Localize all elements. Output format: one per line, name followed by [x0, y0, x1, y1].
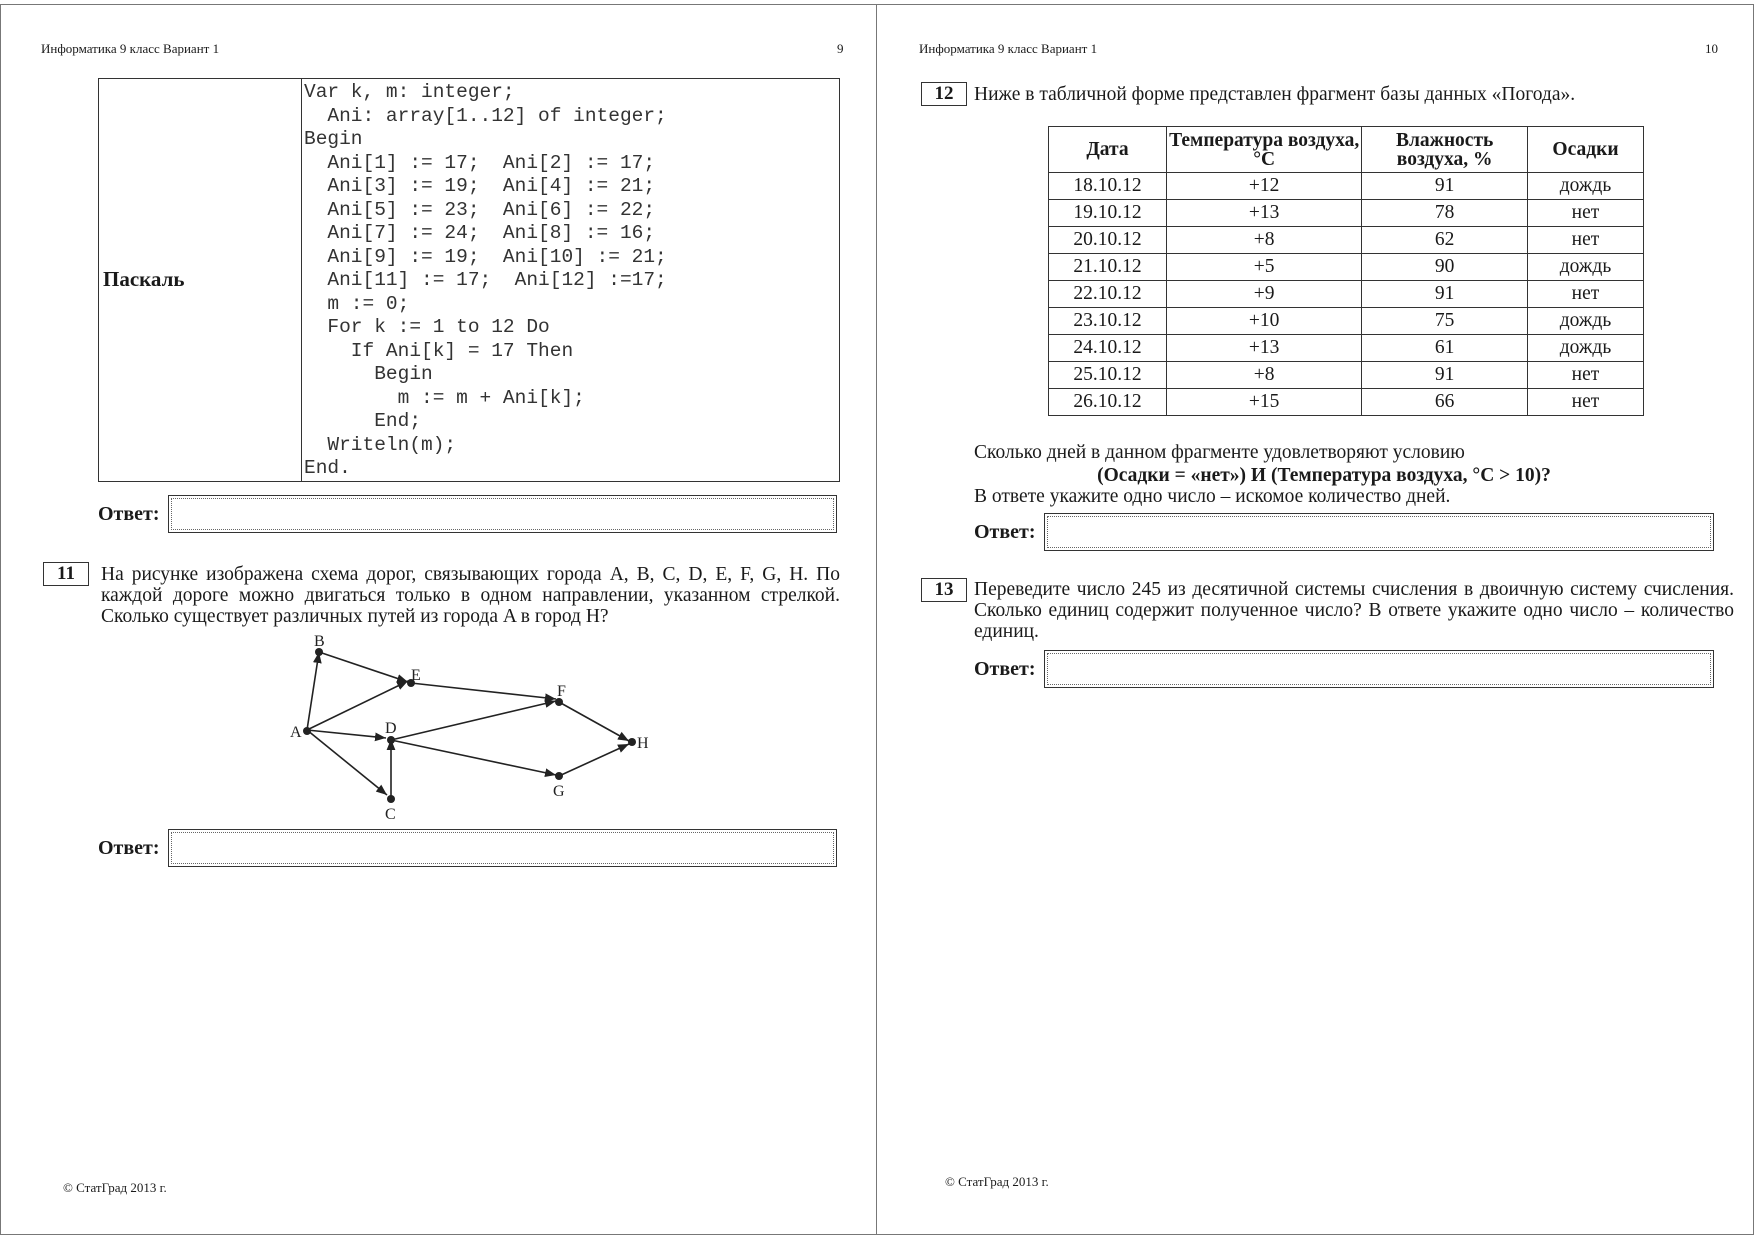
right-page-header: Информатика 9 класс Вариант 1 [919, 41, 1098, 56]
table-row: 25.10.12 +8 91 нет [1049, 362, 1644, 389]
question-number-11: 11 [43, 562, 89, 586]
node-g [555, 772, 563, 780]
question-12-line1: Сколько дней в данном фрагменте удовлетворяют условию [974, 442, 1465, 463]
road-graph [1, 5, 879, 1236]
answer-label: Ответ: [974, 520, 1036, 543]
weather-table [1048, 126, 1644, 416]
edge-d-f [391, 701, 556, 740]
label-g: G [553, 783, 565, 800]
right-page-number: 10 [1705, 41, 1718, 56]
question-12-condition: (Осадки = «нет») И (Температура воздуха, °С > 10)? [1097, 465, 1551, 486]
answer-label: Ответ: [98, 836, 160, 859]
answer-input-q12[interactable] [1044, 513, 1714, 551]
question-11-text: На рисунке изображена схема дорог, связывающих города A, B, C, D, E, F, G, H. По каждой дороге можно двигаться только в одном направлении, указанном стрелкой. Сколько существует различных путей из города A в город H? [101, 564, 840, 627]
table-row: 26.10.12 +15 66 нет [1049, 389, 1644, 416]
table-row: 21.10.12 +5 90 дождь [1049, 254, 1644, 281]
right-page [876, 4, 1754, 1235]
table-row: 20.10.12 +8 62 нет [1049, 227, 1644, 254]
right-page-footer: © СтатГрад 2013 г. [945, 1174, 1049, 1189]
edge-a-c [307, 730, 387, 795]
table-row: 24.10.12 +13 61 дождь [1049, 335, 1644, 362]
edge-b-e [319, 652, 408, 682]
label-d: D [385, 720, 397, 737]
col-header-date: Дата [1049, 127, 1167, 173]
left-page-footer: © СтатГрад 2013 г. [63, 1180, 167, 1195]
question-number-13: 13 [921, 578, 967, 602]
label-c: C [385, 806, 396, 823]
left-page-number: 9 [837, 41, 844, 56]
weather-header-row [1049, 127, 1644, 173]
label-a: A [290, 724, 302, 741]
node-a [303, 727, 311, 735]
pascal-code: Var k, m: integer; Ani: array[1..12] of integer; Begin Ani[1] := 17; Ani[2] := 17; Ani[3] := 19; Ani[4] := 21; Ani[5] := 23; Ani[6] := 22; Ani[7] := 24; Ani[8] := 16; Ani[9] := 19; Ani[10] := 21; Ani[11] := 17; Ani[12] :=17; m := 0; For k := 1 to 12 Do If Ani[k] = 17 Then Begin m := m + Ani[k]; End; Writeln(m); End. [304, 81, 667, 479]
answer-input-q11[interactable] [168, 829, 837, 867]
question-12-intro: Ниже в табличной форме представлен фрагмент базы данных «Погода». [974, 84, 1576, 105]
answer-label: Ответ: [974, 657, 1036, 680]
edge-f-h [559, 702, 629, 741]
edge-d-g [391, 740, 556, 775]
col-header-temperature: Температура воздуха, °С [1167, 127, 1362, 173]
question-13-text: Переведите число 245 из десятичной системы счисления в двоичную систему счисления. Сколько единиц содержит полученное число? В ответе укажите одно число – количество единиц. [974, 579, 1734, 642]
table-row: 19.10.12 +13 78 нет [1049, 200, 1644, 227]
answer-row-q11 [98, 829, 837, 867]
table-row: 23.10.12 +10 75 дождь [1049, 308, 1644, 335]
label-f: F [557, 683, 566, 700]
node-d [387, 736, 395, 744]
question-number-12: 12 [921, 82, 967, 106]
label-h: H [637, 735, 649, 752]
left-page [0, 4, 878, 1235]
edge-e-f [411, 683, 556, 699]
label-b: B [314, 633, 325, 650]
language-label: Паскаль [99, 79, 302, 482]
answer-label: Ответ: [98, 502, 160, 525]
table-row: 18.10.12 +12 91 дождь [1049, 173, 1644, 200]
question-12-line3: В ответе укажите одно число – искомое количество дней. [974, 486, 1451, 507]
edge-g-h [559, 744, 629, 776]
label-e: E [411, 667, 421, 684]
answer-row-q12 [974, 513, 1714, 551]
answer-input-q13[interactable] [1044, 650, 1714, 688]
edge-a-b [307, 652, 319, 730]
node-h [628, 738, 636, 746]
table-row: 22.10.12 +9 91 нет [1049, 281, 1644, 308]
col-header-precipitation: Осадки [1527, 127, 1643, 173]
node-c [387, 795, 395, 803]
col-header-humidity: Влажность воздуха, % [1362, 127, 1528, 173]
answer-row-q13 [974, 650, 1714, 688]
left-page-header: Информатика 9 класс Вариант 1 [41, 41, 220, 56]
edge-a-d [307, 730, 386, 738]
